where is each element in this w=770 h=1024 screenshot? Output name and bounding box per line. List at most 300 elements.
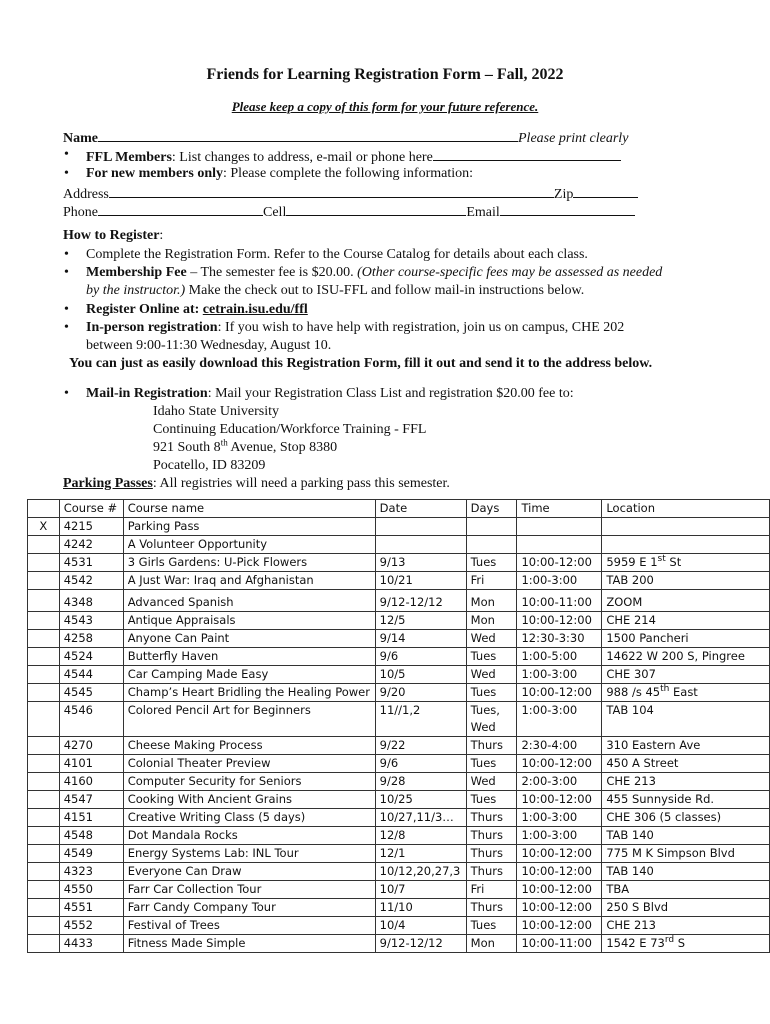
ffl-text: : List changes to address, e-mail or phone here — [171, 150, 433, 165]
course-name-cell: Farr Candy Company Tour — [123, 899, 375, 917]
email-label: Email — [466, 205, 500, 220]
location-text: 250 S Blvd — [606, 900, 669, 914]
days-cell — [466, 881, 517, 899]
table-row — [28, 737, 770, 755]
days-text: Thurs — [470, 828, 503, 842]
location-text: CHE 307 — [606, 667, 656, 681]
in-person-label: In-person registration — [86, 320, 218, 335]
location-cell — [602, 773, 770, 791]
membership-fee-line-2 — [86, 283, 584, 299]
location-cell — [602, 536, 770, 554]
days-text: Tues — [470, 685, 497, 699]
header-course-name: Course name — [123, 500, 375, 518]
fee-text: – The semester fee is $20.00. — [186, 265, 358, 280]
location-cell — [602, 845, 770, 863]
location-cell — [602, 590, 770, 612]
days-cell — [466, 809, 517, 827]
zip-label: Zip — [553, 187, 574, 202]
date-cell: 12/5 — [375, 612, 466, 630]
header-days: Days — [466, 500, 517, 518]
location-cell — [602, 612, 770, 630]
table-row — [28, 863, 770, 881]
course-name-cell: Advanced Spanish — [123, 590, 375, 612]
course-number-cell: 4433 — [59, 935, 123, 953]
location-text: 775 M K Simpson Blvd — [606, 846, 735, 860]
date-cell: 10/21 — [375, 572, 466, 590]
mail-in-line — [86, 386, 574, 402]
course-name-cell: Cooking With Ancient Grains — [123, 791, 375, 809]
in-person-line-2: between 9:00-11:30 Wednesday, August 10. — [86, 338, 332, 353]
days-cell — [466, 630, 517, 648]
location-sup: st — [657, 554, 666, 565]
days-text-2: Wed — [470, 720, 496, 734]
days-cell — [466, 935, 517, 953]
fee-label: Membership Fee — [86, 265, 187, 280]
location-cell — [602, 737, 770, 755]
bullet: • — [64, 386, 69, 401]
location-cell — [602, 648, 770, 666]
days-text: Wed — [470, 631, 496, 645]
new-members-label: For new members only — [86, 166, 223, 181]
membership-fee-line — [86, 265, 662, 281]
days-text: Mon — [470, 613, 495, 627]
date-cell: 10/7 — [375, 881, 466, 899]
time-cell: 10:00-12:00 — [517, 684, 602, 702]
course-number-cell: 4544 — [59, 666, 123, 684]
time-cell: 1:00-3:00 — [517, 809, 602, 827]
location-text: 1542 E 73 — [606, 936, 665, 950]
days-cell — [466, 648, 517, 666]
download-note — [69, 356, 652, 372]
course-number-cell: 4270 — [59, 737, 123, 755]
course-number-cell: 4348 — [59, 590, 123, 612]
table-row — [28, 590, 770, 612]
location-text: TAB 104 — [606, 703, 654, 717]
phone-line — [63, 202, 635, 221]
days-cell — [466, 827, 517, 845]
days-text: Thurs — [470, 810, 503, 824]
cell-label: Cell — [263, 205, 287, 220]
location-text: TAB 140 — [606, 864, 654, 878]
bullet: • — [64, 320, 69, 335]
table-row — [28, 684, 770, 702]
time-cell: 2:30-4:00 — [517, 737, 602, 755]
course-number-cell: 4551 — [59, 899, 123, 917]
days-cell — [466, 612, 517, 630]
course-name-cell: Festival of Trees — [123, 917, 375, 935]
course-number-cell: 4552 — [59, 917, 123, 935]
select-mark-cell[interactable] — [28, 684, 60, 702]
days-cell — [466, 554, 517, 572]
days-text: Tues — [470, 555, 497, 569]
date-cell: 10/5 — [375, 666, 466, 684]
date-cell: 10/27,11/3… — [375, 809, 466, 827]
location-end: St — [665, 555, 682, 569]
header-select — [28, 500, 60, 518]
date-cell: 9/20 — [375, 684, 466, 702]
parking-text: : All registries will need a parking pass this semester. — [152, 476, 450, 491]
header-date: Date — [375, 500, 466, 518]
date-cell: 9/13 — [375, 554, 466, 572]
course-number-cell: 4151 — [59, 809, 123, 827]
how-heading-colon: : — [159, 228, 164, 243]
location-sup: th — [660, 684, 670, 695]
date-cell — [375, 518, 466, 536]
days-text: Tues — [470, 792, 497, 806]
days-text: Mon — [470, 936, 495, 950]
location-cell — [602, 554, 770, 572]
time-cell: 10:00-12:00 — [517, 845, 602, 863]
select-mark-cell[interactable] — [28, 755, 60, 773]
location-cell — [602, 899, 770, 917]
course-name-cell: Car Camping Made Easy — [123, 666, 375, 684]
location-text: CHE 214 — [606, 613, 656, 627]
days-cell — [466, 518, 517, 536]
select-mark-cell[interactable] — [28, 773, 60, 791]
download-note-text: You can just as easily download this Registration Form, fill it out and send it to the address below. — [69, 356, 653, 371]
date-cell: 10/25 — [375, 791, 466, 809]
time-cell: 10:00-12:00 — [517, 755, 602, 773]
select-mark-cell[interactable] — [28, 845, 60, 863]
cell-field[interactable] — [286, 202, 466, 216]
table-row — [28, 536, 770, 554]
table-row — [28, 755, 770, 773]
select-mark-cell[interactable] — [28, 809, 60, 827]
table-row — [28, 899, 770, 917]
time-cell — [517, 536, 602, 554]
table-row — [28, 666, 770, 684]
bullet: • — [64, 147, 69, 162]
time-cell: 10:00-11:00 — [517, 935, 602, 953]
course-number-cell: 4242 — [59, 536, 123, 554]
address-street: 921 South 8 — [153, 440, 221, 455]
date-cell: 9/22 — [375, 737, 466, 755]
time-cell: 12:30-3:30 — [517, 630, 602, 648]
location-cell — [602, 572, 770, 590]
course-name-cell: Champ’s Heart Bridling the Healing Power — [123, 684, 375, 702]
location-text: 1500 Pancheri — [606, 631, 689, 645]
zip-field[interactable] — [573, 184, 638, 198]
course-name-cell: Everyone Can Draw — [123, 863, 375, 881]
course-number-cell: 4258 — [59, 630, 123, 648]
table-row — [28, 702, 770, 737]
date-cell: 11/10 — [375, 899, 466, 917]
bullet: • — [64, 265, 69, 280]
course-number-cell: 4546 — [59, 702, 123, 737]
course-name-cell: Energy Systems Lab: INL Tour — [123, 845, 375, 863]
step-complete-form: Complete the Registration Form. Refer to the Course Catalog for details about each class. — [86, 247, 588, 262]
time-cell: 2:00-3:00 — [517, 773, 602, 791]
select-mark-cell[interactable] — [28, 590, 60, 612]
course-number-cell: 4550 — [59, 881, 123, 899]
days-cell — [466, 917, 517, 935]
select-mark-cell[interactable] — [28, 881, 60, 899]
bullet: • — [64, 247, 69, 262]
days-cell — [466, 755, 517, 773]
date-cell: 12/1 — [375, 845, 466, 863]
days-text: Thurs — [470, 864, 503, 878]
time-cell: 10:00-12:00 — [517, 881, 602, 899]
select-mark-cell[interactable] — [28, 702, 60, 737]
course-name-cell: Computer Security for Seniors — [123, 773, 375, 791]
time-cell: 1:00-3:00 — [517, 827, 602, 845]
location-text: TAB 140 — [606, 828, 654, 842]
table-row — [28, 572, 770, 590]
days-cell — [466, 572, 517, 590]
select-mark-cell[interactable] — [28, 648, 60, 666]
days-text: Tues, — [470, 703, 500, 717]
table-row — [28, 648, 770, 666]
phone-label: Phone — [63, 205, 98, 220]
course-number-cell: 4531 — [59, 554, 123, 572]
table-row — [28, 612, 770, 630]
select-mark-cell[interactable] — [28, 737, 60, 755]
course-name-cell: Creative Writing Class (5 days) — [123, 809, 375, 827]
parking-label: Parking Passes — [63, 476, 153, 491]
days-cell — [466, 863, 517, 881]
course-name-cell: Antique Appraisals — [123, 612, 375, 630]
date-cell: 11//1,2 — [375, 702, 466, 737]
location-text: CHE 213 — [606, 918, 656, 932]
course-name-cell: A Just War: Iraq and Afghanistan — [123, 572, 375, 590]
location-cell — [602, 863, 770, 881]
address-label: Address — [63, 187, 109, 202]
days-cell — [466, 684, 517, 702]
location-cell — [602, 881, 770, 899]
time-cell: 1:00-5:00 — [517, 648, 602, 666]
time-cell: 10:00-12:00 — [517, 899, 602, 917]
course-number-cell: 4542 — [59, 572, 123, 590]
course-number-cell: 4547 — [59, 791, 123, 809]
time-cell: 10:00-12:00 — [517, 917, 602, 935]
online-label: Register Online at: — [86, 302, 203, 317]
days-text: Mon — [470, 595, 495, 609]
table-row — [28, 809, 770, 827]
header-location: Location — [602, 500, 770, 518]
form-subtitle: Please keep a copy of this form for your future reference. — [231, 99, 539, 114]
parking-passes-line — [63, 476, 450, 492]
course-name-cell: 3 Girls Gardens: U-Pick Flowers — [123, 554, 375, 572]
new-members-line — [86, 166, 473, 182]
course-number-cell: 4215 — [59, 518, 123, 536]
select-mark-cell[interactable] — [28, 917, 60, 935]
date-cell: 10/12,20,27,3 — [375, 863, 466, 881]
time-cell: 10:00-11:00 — [517, 590, 602, 612]
select-mark-cell[interactable] — [28, 827, 60, 845]
location-cell — [602, 702, 770, 737]
days-text: Tues — [470, 756, 497, 770]
location-cell — [602, 917, 770, 935]
address-line-3 — [153, 437, 338, 456]
location-end: East — [669, 685, 698, 699]
location-text: TAB 200 — [606, 573, 654, 587]
time-cell: 1:00-3:00 — [517, 572, 602, 590]
days-cell — [466, 773, 517, 791]
days-cell — [466, 590, 517, 612]
fee-text-2: Make the check out to ISU-FFL and follow mail-in instructions below. — [185, 283, 585, 298]
course-number-cell: 4548 — [59, 827, 123, 845]
course-name-cell: Dot Mandala Rocks — [123, 827, 375, 845]
ffl-changes-field[interactable] — [433, 147, 621, 161]
course-number-cell: 4323 — [59, 863, 123, 881]
date-cell: 12/8 — [375, 827, 466, 845]
ffl-label: FFL Members — [86, 150, 172, 165]
days-cell — [466, 702, 517, 737]
location-cell — [602, 827, 770, 845]
table-row — [28, 917, 770, 935]
bullet: • — [64, 166, 69, 181]
location-text: ZOOM — [606, 595, 643, 609]
location-text: 455 Sunnyside Rd. — [606, 792, 715, 806]
select-mark-cell[interactable]: X — [28, 518, 60, 536]
address-line — [63, 184, 638, 203]
in-person-line — [86, 320, 624, 336]
days-cell — [466, 791, 517, 809]
name-label: Name — [63, 131, 98, 146]
select-mark-cell[interactable] — [28, 612, 60, 630]
table-row — [28, 827, 770, 845]
days-cell — [466, 737, 517, 755]
header-course-number: Course # — [59, 500, 123, 518]
location-cell — [602, 518, 770, 536]
select-mark-cell[interactable] — [28, 630, 60, 648]
location-cell — [602, 791, 770, 809]
date-cell: 10/4 — [375, 917, 466, 935]
table-row — [28, 881, 770, 899]
course-name-cell: Colonial Theater Preview — [123, 755, 375, 773]
register-online-line — [86, 302, 308, 318]
header-time: Time — [517, 500, 602, 518]
course-name-cell: Fitness Made Simple — [123, 935, 375, 953]
name-field[interactable] — [98, 128, 518, 142]
course-name-cell: Colored Pencil Art for Beginners — [123, 702, 375, 737]
location-end: S — [674, 936, 686, 950]
course-name-cell: Farr Car Collection Tour — [123, 881, 375, 899]
form-title: Friends for Learning Registration Form – Fall, 2022 — [206, 66, 564, 83]
date-cell: 9/28 — [375, 773, 466, 791]
location-text: CHE 306 (5 classes) — [606, 810, 722, 824]
time-cell: 10:00-12:00 — [517, 612, 602, 630]
location-text: CHE 213 — [606, 774, 656, 788]
fee-italic-2: by the instructor.) — [86, 283, 186, 298]
address-sup: th — [220, 437, 228, 448]
days-cell — [466, 536, 517, 554]
course-name-cell: Cheese Making Process — [123, 737, 375, 755]
course-name-cell: A Volunteer Opportunity — [123, 536, 375, 554]
in-person-text: : If you wish to have help with registration, join us on campus, CHE 202 — [217, 320, 625, 335]
select-mark-cell[interactable] — [28, 666, 60, 684]
how-to-register-heading — [63, 228, 163, 244]
days-text: Thurs — [470, 846, 503, 860]
select-mark-cell[interactable] — [28, 536, 60, 554]
days-text: Wed — [470, 774, 496, 788]
location-cell — [602, 809, 770, 827]
ffl-members-line — [86, 147, 621, 166]
time-cell: 1:00-3:00 — [517, 702, 602, 737]
course-name-cell: Parking Pass — [123, 518, 375, 536]
fee-italic: (Other course-specific fees may be assessed as needed — [357, 265, 663, 280]
days-text: Thurs — [470, 738, 503, 752]
table-row — [28, 935, 770, 953]
location-sup: rd — [664, 935, 675, 946]
name-line — [63, 128, 628, 147]
location-cell — [602, 684, 770, 702]
select-mark-cell[interactable] — [28, 554, 60, 572]
days-cell — [466, 666, 517, 684]
address-field[interactable] — [109, 184, 554, 198]
location-text: TBA — [606, 882, 630, 896]
location-cell — [602, 755, 770, 773]
time-cell: 10:00-12:00 — [517, 554, 602, 572]
course-number-cell: 4160 — [59, 773, 123, 791]
name-hint: Please print clearly — [518, 131, 629, 146]
mail-in-label: Mail-in Registration — [86, 386, 208, 401]
mail-in-text: : Mail your Registration Class List and registration $20.00 fee to: — [207, 386, 574, 401]
table-row — [28, 845, 770, 863]
date-cell: 9/12-12/12 — [375, 935, 466, 953]
location-text: 310 Eastern Ave — [606, 738, 701, 752]
location-text: 450 A Street — [606, 756, 679, 770]
date-cell — [375, 536, 466, 554]
address-street-end: Avenue, Stop 8380 — [227, 440, 338, 455]
location-cell — [602, 666, 770, 684]
bullet: • — [64, 302, 69, 317]
date-cell: 9/12-12/12 — [375, 590, 466, 612]
location-text: 5959 E 1 — [606, 555, 658, 569]
days-text: Fri — [470, 882, 485, 896]
select-mark-cell[interactable] — [28, 572, 60, 590]
course-table — [27, 499, 770, 953]
address-line-4: Pocatello, ID 83209 — [153, 458, 266, 473]
location-text: 14622 W 200 S, Pingree — [606, 649, 745, 663]
course-name-cell: Butterfly Haven — [123, 648, 375, 666]
days-text: Tues — [470, 918, 497, 932]
address-line-1: Idaho State University — [153, 404, 279, 419]
time-cell: 10:00-12:00 — [517, 863, 602, 881]
days-cell — [466, 899, 517, 917]
days-text: Fri — [470, 573, 485, 587]
table-row — [28, 554, 770, 572]
location-text: 988 /s 45 — [606, 685, 661, 699]
time-cell: 10:00-12:00 — [517, 791, 602, 809]
date-cell: 9/6 — [375, 648, 466, 666]
course-number-cell: 4545 — [59, 684, 123, 702]
course-number-cell: 4101 — [59, 755, 123, 773]
days-text: Thurs — [470, 900, 503, 914]
new-members-text: : Please complete the following information: — [223, 166, 473, 181]
how-heading-text: How to Register — [63, 228, 160, 243]
location-cell — [602, 935, 770, 953]
date-cell: 9/14 — [375, 630, 466, 648]
online-registration-link[interactable]: cetrain.isu.edu/ffl — [202, 302, 308, 317]
select-mark-cell[interactable] — [28, 935, 60, 953]
table-row — [28, 630, 770, 648]
table-row — [28, 518, 770, 536]
time-cell — [517, 518, 602, 536]
days-text: Wed — [470, 667, 496, 681]
time-cell: 1:00-3:00 — [517, 666, 602, 684]
course-name-cell: Anyone Can Paint — [123, 630, 375, 648]
course-number-cell: 4543 — [59, 612, 123, 630]
phone-field[interactable] — [98, 202, 263, 216]
table-row — [28, 791, 770, 809]
date-cell: 9/6 — [375, 755, 466, 773]
email-field[interactable] — [500, 202, 635, 216]
days-text: Tues — [470, 649, 497, 663]
select-mark-cell[interactable] — [28, 899, 60, 917]
select-mark-cell[interactable] — [28, 863, 60, 881]
select-mark-cell[interactable] — [28, 791, 60, 809]
